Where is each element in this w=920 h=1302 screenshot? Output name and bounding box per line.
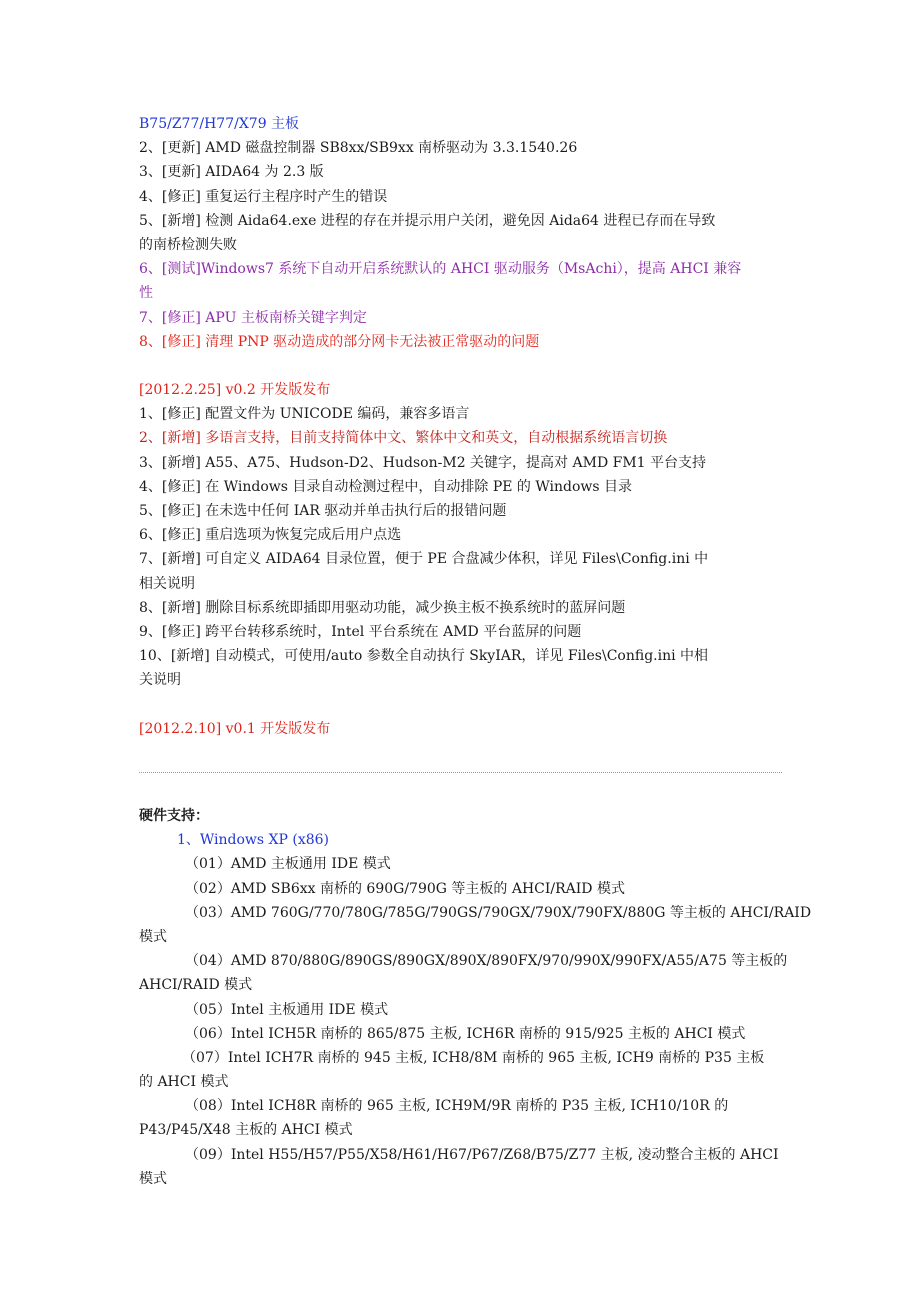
changelog-line: 6、[测试]Windows7 系统下自动开启系统默认的 AHCI 驱动服务（MsAchi），提高 AHCI 兼容 <box>139 261 742 278</box>
hardware-item: （07）Intel ICH7R 南桥的 945 主板, ICH8/8M 南桥的 965 主板, ICH9 南桥的 P35 主板 <box>182 1049 765 1066</box>
hardware-item: （05）Intel 主板通用 IDE 模式 <box>185 1001 389 1018</box>
changelog-line: 的南桥检测失败 <box>139 236 237 253</box>
changelog-line: 9、[修正] 跨平台转移系统时，Intel 平台系统在 AMD 平台蓝屏的问题 <box>139 623 582 640</box>
changelog-line: 7、[修正] APU 主板南桥关键字判定 <box>139 309 367 326</box>
changelog-line: 6、[修正] 重启选项为恢复完成后用户点选 <box>139 527 402 544</box>
changelog-line: 8、[新增] 删除目标系统即插即用驱动功能，减少换主板不换系统时的蓝屏问题 <box>139 599 626 616</box>
changelog-line: 4、[修正] 在 Windows 目录自动检测过程中，自动排除 PE 的 Windows 目录 <box>139 478 633 495</box>
spacer <box>139 693 799 717</box>
spacer <box>139 354 799 378</box>
version-header-v02: [2012.2.25] v0.2 开发版发布 <box>139 382 331 399</box>
changelog-line: 4、[修正] 重复运行主程序时产生的错误 <box>139 188 388 205</box>
changelog-line: 1、[修正] 配置文件为 UNICODE 编码，兼容多语言 <box>139 406 470 423</box>
os-heading: 1、Windows XP (x86) <box>177 832 330 849</box>
hardware-title: 硬件支持： <box>139 808 209 824</box>
hardware-item-cont: 模式 <box>139 928 167 945</box>
changelog-line: 7、[新增] 可自定义 AIDA64 目录位置，便于 PE 合盘减少体积，详见 Files\Config.ini 中 <box>139 551 709 568</box>
hardware-item-cont: P43/P45/X48 主板的 AHCI 模式 <box>139 1122 353 1139</box>
hardware-item: （08）Intel ICH8R 南桥的 965 主板, ICH9M/9R 南桥的 P35 主板, ICH10/10R 的 <box>185 1098 729 1115</box>
changelog-line: 5、[修正] 在未选中任何 IAR 驱动并单击执行后的报错问题 <box>139 503 507 519</box>
hardware-item: （09）Intel H55/H57/P55/X58/H61/H67/P67/Z68/B75/Z77 主板, 凌动整合主板的 AHCI <box>185 1146 779 1163</box>
changelog-line: 8、[修正] 清理 PNP 驱动造成的部分网卡无法被正常驱动的问题 <box>139 333 540 350</box>
section-divider <box>139 772 782 773</box>
changelog-line: 相关说明 <box>139 575 195 592</box>
hardware-item: （02）AMD SB6xx 南桥的 690G/790G 等主板的 AHCI/RAID 模式 <box>185 880 625 897</box>
hardware-support-section <box>139 804 812 1191</box>
changelog-section <box>139 112 799 741</box>
hardware-item-cont: 模式 <box>139 1170 167 1187</box>
changelog-line: 10、[新增] 自动模式，可使用/auto 参数全自动执行 SkyIAR，详见 Files\Config.ini 中相 <box>139 648 709 665</box>
hardware-item: （03）AMD 760G/770/780G/785G/790GS/790GX/790X/790FX/880G 等主板的 AHCI/RAID <box>185 904 812 921</box>
hardware-item: （04）AMD 870/880G/890GS/890GX/890X/890FX/970/990X/990FX/A55/A75 等主板的 <box>185 953 788 970</box>
hardware-item-cont: 的 AHCI 模式 <box>139 1074 229 1091</box>
changelog-line: 5、[新增] 检测 Aida64.exe 进程的存在并提示用户关闭，避免因 Aida64 进程已存而在导致 <box>139 212 716 229</box>
hardware-item: （06）Intel ICH5R 南桥的 865/875 主板, ICH6R 南桥的 915/925 主板的 AHCI 模式 <box>185 1025 746 1042</box>
changelog-line: 2、[新增] 多语言支持，目前支持简体中文、繁体中文和英文，自动根据系统语言切换 <box>139 430 668 447</box>
hardware-item-cont: AHCI/RAID 模式 <box>139 977 253 994</box>
changelog-line: B75/Z77/H77/X79 主板 <box>139 116 300 132</box>
hardware-item: （01）AMD 主板通用 IDE 模式 <box>185 856 391 873</box>
changelog-line: 3、[新增] A55、A75、Hudson-D2、Hudson-M2 关键字，提高对 AMD FM1 平台支持 <box>139 454 707 471</box>
changelog-line: 性 <box>139 285 153 302</box>
changelog-line: 2、[更新] AMD 磁盘控制器 SB8xx/SB9xx 南桥驱动为 3.3.1540.26 <box>139 140 578 157</box>
changelog-line: 关说明 <box>139 672 181 689</box>
version-header-v01: [2012.2.10] v0.1 开发版发布 <box>139 720 331 737</box>
changelog-line: 3、[更新] AIDA64 为 2.3 版 <box>139 164 324 181</box>
